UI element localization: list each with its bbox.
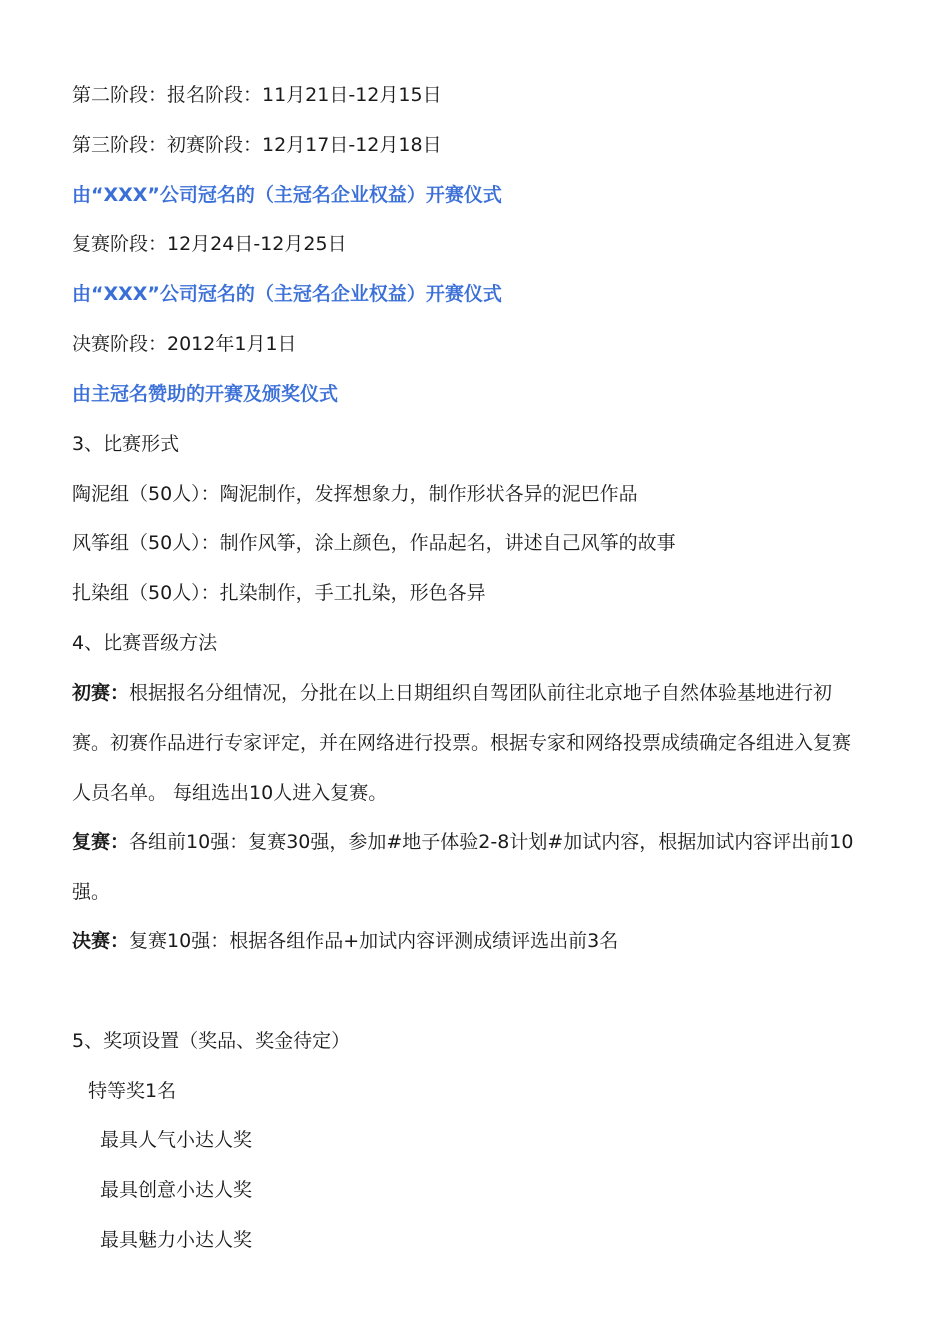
stage-3-line: 第三阶段：初赛阶段：12月17日-12月18日 bbox=[72, 134, 442, 156]
prelim-label: 初赛： bbox=[72, 682, 130, 704]
ceremony-3-line: 由主冠名赞助的开赛及颁奖仪式 bbox=[72, 383, 339, 405]
prelim-paragraph bbox=[72, 668, 862, 818]
ceremony-2-line: 由“XXX”公司冠名的（主冠名企业权益）开赛仪式 bbox=[72, 283, 502, 305]
semi-paragraph bbox=[72, 817, 862, 917]
final-label: 决赛： bbox=[72, 930, 130, 952]
awards-heading: 5、奖项设置（奖品、奖金待定） bbox=[72, 1030, 351, 1052]
prelim-text: 根据报名分组情况，分批在以上日期组织自驾团队前往北京地子自然体验基地进行初赛。初赛作品进行专家评定，并在网络进行投票。根据专家和网络投票成绩确定各组进入复赛人员名单。 每组选出10人进入复赛。 bbox=[72, 682, 852, 804]
final-stage-line: 决赛阶段：2012年1月1日 bbox=[72, 333, 297, 355]
award-item-popularity: 最具人气小达人奖 bbox=[100, 1129, 253, 1151]
semi-label: 复赛： bbox=[72, 831, 130, 853]
stage-2-line: 第二阶段：报名阶段：11月21日-12月15日 bbox=[72, 84, 442, 106]
promotion-heading: 4、比赛晋级方法 bbox=[72, 632, 218, 654]
group-kite: 风筝组（50人）：制作风筝，涂上颜色，作品起名，讲述自己风筝的故事 bbox=[72, 532, 676, 554]
final-text: 复赛10强：根据各组作品+加试内容评测成绩评选出前3名 bbox=[129, 930, 619, 952]
format-heading: 3、比赛形式 bbox=[72, 433, 180, 455]
award-item-charm: 最具魅力小达人奖 bbox=[100, 1229, 253, 1251]
award-item-creativity: 最具创意小达人奖 bbox=[100, 1179, 253, 1201]
semi-stage-line: 复赛阶段：12月24日-12月25日 bbox=[72, 233, 347, 255]
group-tie-dye: 扎染组（50人）：扎染制作，手工扎染，形色各异 bbox=[72, 582, 486, 604]
semi-text: 各组前10强：复赛30强，参加#地子体验2-8计划#加试内容，根据加试内容评出前10强。 bbox=[72, 831, 854, 903]
ceremony-1-line: 由“XXX”公司冠名的（主冠名企业权益）开赛仪式 bbox=[72, 184, 502, 206]
final-paragraph bbox=[72, 916, 862, 966]
group-pottery: 陶泥组（50人）：陶泥制作，发挥想象力，制作形状各异的泥巴作品 bbox=[72, 483, 638, 505]
award-grand: 特等奖1名 bbox=[88, 1080, 177, 1102]
